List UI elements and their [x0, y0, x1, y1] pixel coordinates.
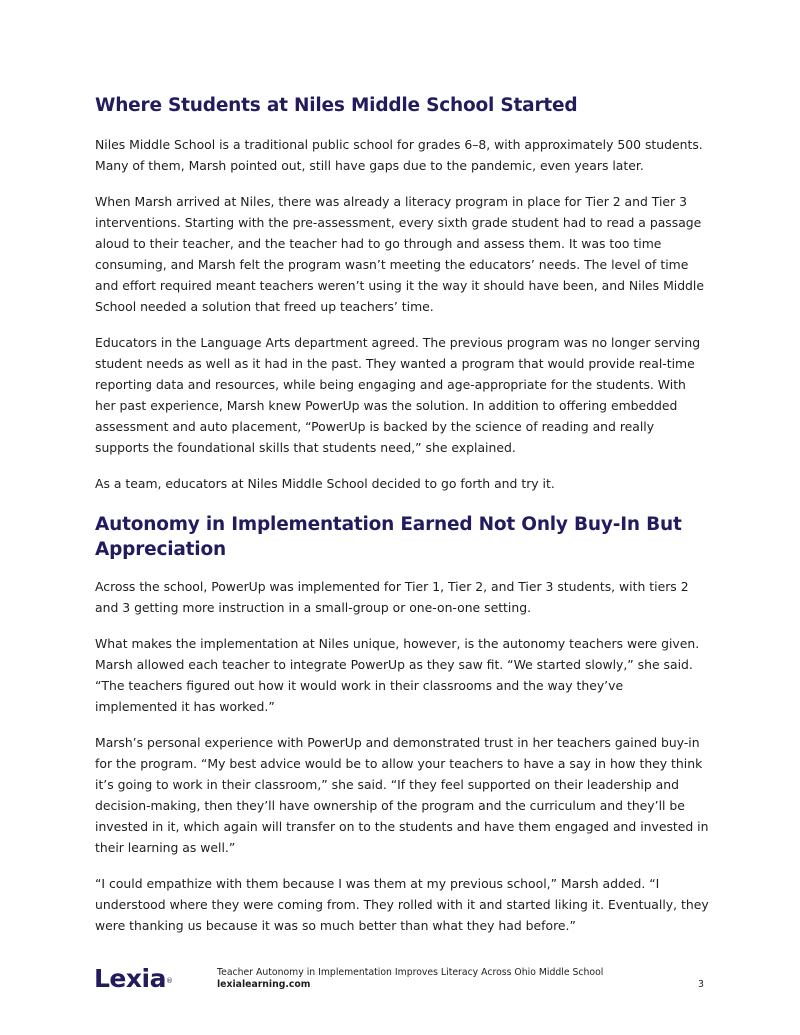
lexia-logo — [94, 964, 172, 994]
logo-wordmark: Lexia — [94, 964, 166, 993]
paragraph: What makes the implementation at Niles unique, however, is the autonomy teachers were given. Marsh allowed each teacher to integrate PowerUp as they saw fit. “We started slowly,” she said. “The teachers figured out how it would work in their classrooms and the way they’ve implemented it has worked.” — [95, 636, 700, 714]
paragraph: When Marsh arrived at Niles, there was already a literacy program in place for Tier 2 and Tier 3 interventions. Starting with the pre-assessment, every sixth grade student had to read a passage aloud to their teacher, and the teacher had to go through and assess them. It was too time consuming, and Marsh felt the program wasn’t meeting the educators’ needs. The level of time and effort required meant teachers weren’t using it the way it should have been, and Niles Middle School needed a solution that freed up teachers’ time. — [95, 194, 704, 314]
main-content — [95, 93, 709, 936]
paragraph: Educators in the Language Arts department agreed. The previous program was no longer serving student needs as well as it had in the past. They wanted a program that would provide real-time reporting data and resources, while being engaging and age-appropriate for the students. With her past experience, Marsh knew PowerUp was the solution. In addition to offering embedded assessment and auto placement, “PowerUp is backed by the science of reading and really supports the foundational skills that students need,” she explained. — [95, 335, 701, 455]
paragraph: Marsh’s personal experience with PowerUp and demonstrated trust in her teachers gained buy-in for the program. “My best advice would be to allow your teachers to have a say in how they think it’s going to work in their classroom,” she said. “If they feel supported on their leadership and decision-making, then they’ll have ownership of the program and the curriculum and they’ll be invested in it, which again will transfer on to the students and have them engaged and invested in their learning as well.” — [95, 735, 709, 855]
paragraph: Across the school, PowerUp was implemented for Tier 1, Tier 2, and Tier 3 students, with tiers 2 and 3 getting more instruction in a small-group or one-on-one setting. — [95, 579, 689, 615]
paragraph: “I could empathize with them because I was them at my previous school,” Marsh added. “I understood where they were coming from. They rolled with it and started liking it. Eventually, they were thanking us because it was so much better than what they had before.” — [95, 876, 709, 933]
section-heading-autonomy-in-implementation: Autonomy in Implementation Earned Not Only Buy-In But Appreciation — [95, 514, 682, 560]
section-heading-where-students-started: Where Students at Niles Middle School Started — [95, 95, 578, 116]
page-number: 3 — [698, 979, 704, 990]
footer-text — [217, 967, 603, 991]
paragraph: Niles Middle School is a traditional public school for grades 6–8, with approximately 500 students. Many of them, Marsh pointed out, still have gaps due to the pandemic, even years later. — [95, 137, 703, 173]
registered-mark: ® — [165, 977, 173, 985]
footer-url-link[interactable]: lexialearning.com — [217, 979, 311, 990]
paragraph: As a team, educators at Niles Middle School decided to go forth and try it. — [95, 476, 555, 491]
page-footer — [0, 962, 800, 1002]
footer-document-title: Teacher Autonomy in Implementation Improves Literacy Across Ohio Middle School — [217, 967, 604, 978]
